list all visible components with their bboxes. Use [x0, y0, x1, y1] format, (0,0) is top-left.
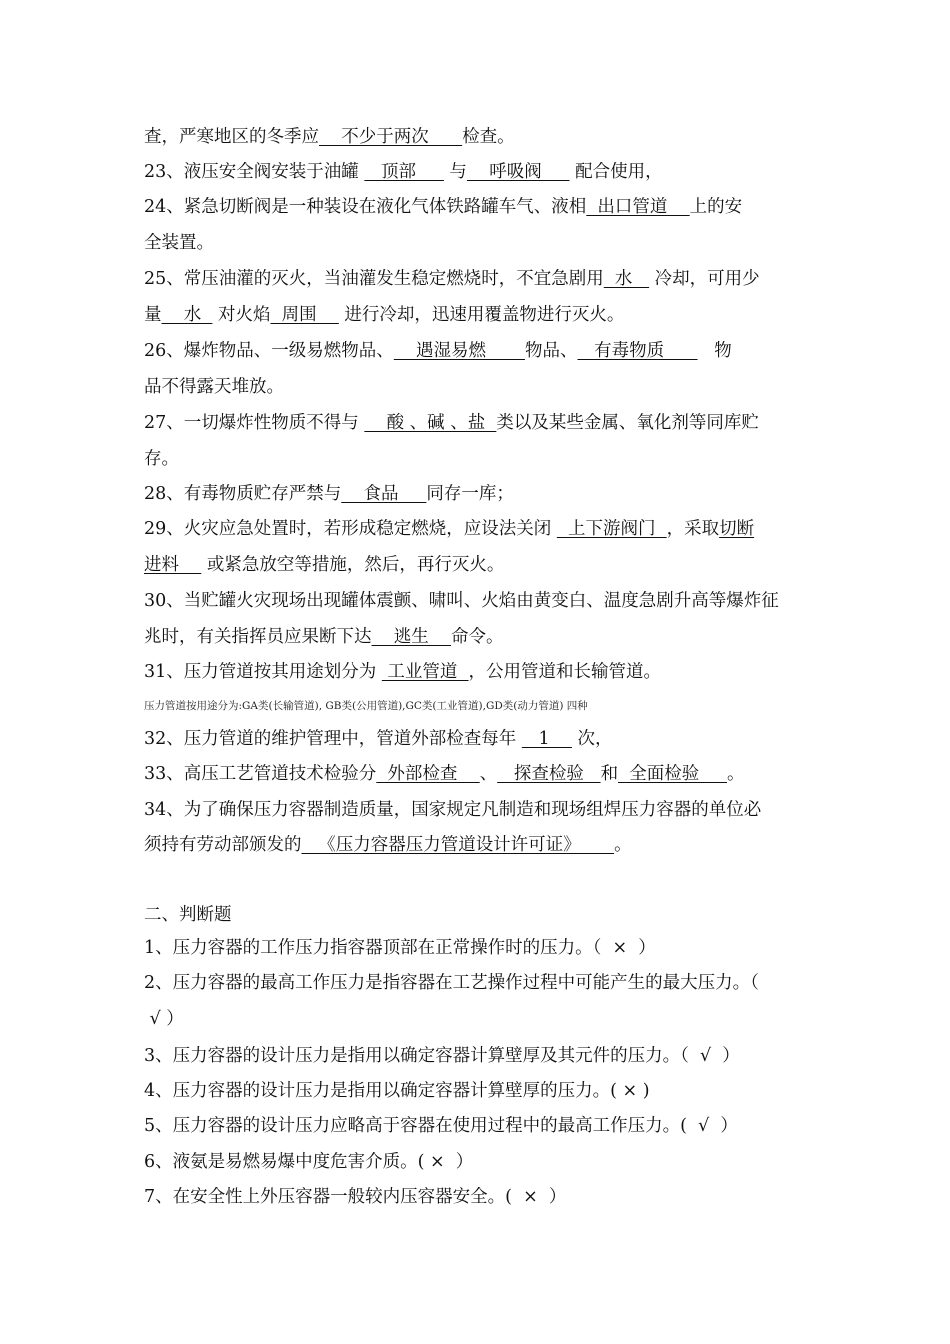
fill-q30 [144, 589, 810, 613]
judge-item-5: 5、压力容器的设计压力应略高于容器在使用过程中的最高工作压力。( √ ） [144, 1116, 738, 1136]
q32-text-end: 次， [571, 729, 613, 749]
section-heading-judgment: 二、判断题 [144, 905, 232, 925]
q29-answer-1: 上下游阀门 [556, 519, 667, 539]
fill-q26 [144, 339, 810, 363]
fill-q31 [144, 660, 810, 684]
fill-q34-line2 [144, 833, 810, 857]
q28-text-end: 同存一库； [426, 484, 514, 504]
q22-text: 查，严寒地区的冬季应 [144, 127, 319, 147]
fill-q32 [144, 727, 810, 751]
q30-answer: 逃生 [371, 627, 452, 647]
fill-q24 [144, 195, 810, 219]
q24-text-wrap: 全装置。 [144, 233, 214, 253]
fill-q27-line2 [144, 447, 810, 471]
q30-text-wrap: 兆时，有关指挥员应果断下达 [144, 627, 372, 647]
fill-q23 [144, 160, 810, 184]
q25-text-wrap: 量 [144, 305, 162, 325]
q26-text-end: 物 [697, 341, 732, 361]
fill-q30-line2 [144, 625, 810, 649]
fill-q29-line2 [144, 553, 810, 577]
q27-answer: 酸 、碱 、盐 [364, 413, 497, 433]
q32-text: 32、压力管道的维护管理中，管道外部检查每年 [144, 729, 522, 749]
q28-text: 28、有毒物质贮存严禁与 [144, 484, 342, 504]
q23-answer-1: 顶部 [364, 162, 444, 182]
q24-text-end: 上的安 [689, 197, 743, 217]
q25-answer-3: 周围 [270, 305, 339, 325]
judge-item-2-answer: √ ） [144, 1009, 184, 1029]
q29-answer-2-part1: 切断 [719, 519, 755, 539]
fill-q33 [144, 762, 810, 786]
q29-text-end: 或紧急放空等措施，然后，再行灭火。 [201, 555, 505, 575]
q30-text-end: 命令。 [451, 627, 504, 647]
q26-answer-1: 遇湿易燃 [393, 341, 525, 361]
q31-text-end: ，公用管道和长输管道。 [468, 662, 662, 682]
q34-answer: 《压力容器压力管道设计许可证》 [301, 835, 615, 855]
q23-text-mid: 与 [443, 162, 467, 182]
q26-text-mid: 物品、 [524, 341, 578, 361]
q23-answer-2: 呼吸阀 [466, 162, 570, 182]
fill-q29 [144, 517, 810, 541]
q31-answer: 工业管道 [381, 662, 469, 682]
q23-text-end: 配合使用， [569, 162, 663, 182]
q32-answer: 1 [521, 729, 572, 749]
q28-answer: 食品 [341, 484, 427, 504]
fill-q27 [144, 411, 810, 435]
q27-text-wrap: 存。 [144, 449, 179, 469]
q23-text: 23、液压安全阀安装于油罐 [144, 162, 365, 182]
q31-note: 压力管道按用途分为:GA类(长输管道), GB类(公用管道),GC类(工业管道),GD类(动力管道) 四种 [144, 700, 588, 712]
q34-text: 34、为了确保压力容器制造质量，国家规定凡制造和现场组焊压力容器的单位必 [144, 800, 762, 820]
judge-item-1: 1、压力容器的工作压力指容器顶部在正常操作时的压力。（ × ） [144, 938, 656, 958]
fill-q26-line2 [144, 375, 810, 399]
q22-answer: 不少于两次 [319, 127, 463, 147]
q26-text: 26、爆炸物品、一级易燃物品、 [144, 341, 394, 361]
q31-text: 31、压力管道按其用途划分为 [144, 662, 382, 682]
fill-q25 [144, 267, 810, 291]
q33-text-end: 。 [727, 764, 745, 784]
judge-item-4: 4、压力容器的设计压力是指用以确定容器计算壁厚的压力。( × ) [144, 1081, 650, 1101]
q25-text-mid-2: 对火焰 [212, 305, 271, 325]
q33-text-sep: 、 [479, 764, 498, 784]
fill-q25-line2 [144, 303, 810, 327]
q33-text-and: 和 [600, 764, 619, 784]
q34-text-end: 。 [614, 835, 632, 855]
q29-answer-2-part2: 进料 [144, 555, 202, 575]
q25-answer-2: 水 [161, 305, 213, 325]
q24-answer: 出口管道 [586, 197, 690, 217]
fill-q24-line2 [144, 231, 810, 255]
judge-item-7: 7、在安全性上外压容器一般较内压容器安全。( × ） [144, 1187, 567, 1207]
q24-text: 24、紧急切断阀是一种装设在液化气体铁路罐车气、液相 [144, 197, 587, 217]
q25-answer-1: 水 [603, 269, 650, 289]
judge-item-2: 2、压力容器的最高工作压力是指容器在工艺操作过程中可能产生的最大压力。（ [144, 973, 759, 993]
q34-text-wrap: 须持有劳动部颁发的 [144, 835, 302, 855]
q33-answer-2: 探查检验 [497, 764, 601, 784]
fill-q34 [144, 798, 810, 822]
q33-text: 33、高压工艺管道技术检验分 [144, 764, 377, 784]
judge-item-3: 3、压力容器的设计压力是指用以确定容器计算壁厚及其元件的压力。（ √ ） [144, 1046, 740, 1066]
q33-answer-1: 外部检查 [376, 764, 480, 784]
q29-text: 29、火灾应急处置时，若形成稳定燃烧，应设法关闭 [144, 519, 557, 539]
q27-text: 27、一切爆炸性物质不得与 [144, 413, 365, 433]
q30-text: 30、当贮罐火灾现场出现罐体震颤、啸叫、火焰由黄变白、温度急剧升高等爆炸征 [144, 591, 779, 611]
q25-text-mid: 冷却，可用少 [649, 269, 760, 289]
q22-text-end: 检查。 [462, 127, 515, 147]
q25-text: 25、常压油灌的灭火，当油灌发生稳定燃烧时，不宜急剧用 [144, 269, 604, 289]
q29-text-mid: ，采取 [666, 519, 720, 539]
fill-q28 [144, 482, 810, 506]
q26-text-wrap: 品不得露天堆放。 [144, 377, 284, 397]
q25-text-end: 进行冷却，迅速用覆盖物进行灭火。 [338, 305, 625, 325]
q33-answer-3: 全面检验 [618, 764, 728, 784]
fill-q22-continuation [144, 125, 810, 149]
q27-text-end: 类以及某些金属、氧化剂等同库贮 [496, 413, 759, 433]
q26-answer-2: 有毒物质 [577, 341, 698, 361]
judge-item-6: 6、液氨是易燃易爆中度危害介质。( × ） [144, 1152, 474, 1172]
